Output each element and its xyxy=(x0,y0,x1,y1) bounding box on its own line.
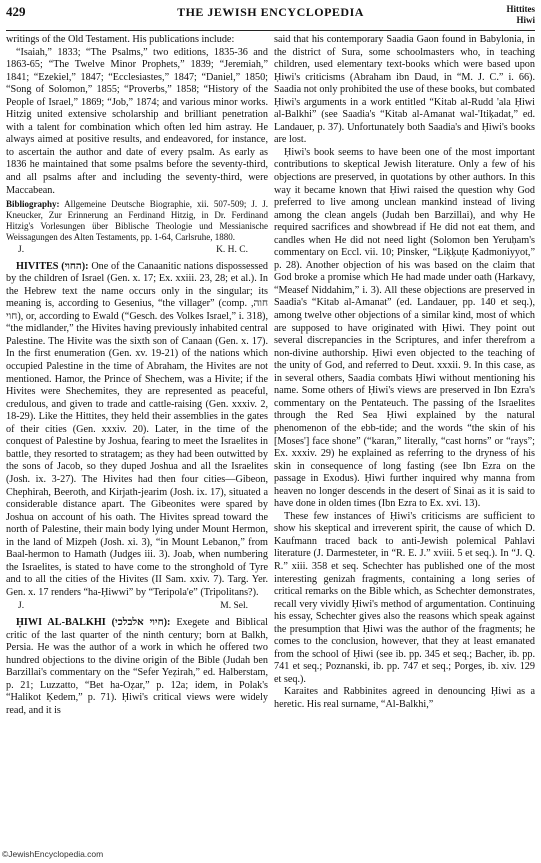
paragraph: These few instances of Ḥiwi's criticisms are sufficient to show his skeptical and irreverent spirit, the cause of which D. Kaufmann traced back to anti-Jewish polemical Pahlavi literature (J. Darmesteter, in “R. E. J.” xviii. 5 et seq.). In “J. Q. R.” xiii. 358 et seq. Schechter has published one of the most interesting genizah fragments, containing a long series of critical remarks on the Bible which, as Schechter demonstrates, recall very vividly Ḥiwi's method of argumentation. Continuing his essay, Schechter gives also the reasons which speak against the presumption that Ḥiwi was the author of the fragments; he comes to the conclusion, however, that they at least emanated from the school of Ḥiwi (see ib. pp. 345 et seq.; Bacher, ib. pp. 741 et seq.; Poznanski, ib. pp. 747 et seq.; Porges, ib. xiv. 129 et seq.). xyxy=(274,510,535,685)
bibliography-label: Bibliography: xyxy=(6,199,60,210)
head-word-last: Hiwi xyxy=(516,15,535,25)
entry-text: Exegete and Biblical critic of the last quarter of the ninth century; born at Balkh, Persia. He was the author of a work in which he offered two hundred objections to the divine origin of the Bible (Judah ben Barzillai's commentary on the “Sefer Yeẓirah,” ed. Halberstam, p. 21; Luzzatto, “Bet ha-Oẓar,” p. 12a; idem, in Polak's “Halikot Ḳedem,” p. 71). Ḥiwi's critical views were widely read, and it is xyxy=(6,616,268,716)
bibliography-text: Allgemeine Deutsche Biographie, xii. 507-509; J. J. Kneucker, Zur Erinnerung an Ferdinand Hitzig, in Dr. Ferdinand Hitzig's Vorlesungen über Biblische Theologie und Messianische Weissagungen des Alten Testaments, pp. 1-64, Carlsruhe, 1880. xyxy=(6,199,268,243)
page-number: 429 xyxy=(6,4,26,19)
entry-hivites xyxy=(6,261,268,600)
author-signature xyxy=(6,244,268,257)
paragraph: writings of the Old Testament. His publications include: xyxy=(6,34,235,45)
head-word-first: Hittites xyxy=(506,4,535,14)
signature-initial: J. xyxy=(18,601,25,612)
paragraph: Karaites and Rabbinites agreed in denouncing Ḥiwi as a heretic. His real surname, “Al-Balkhi,” xyxy=(274,686,535,710)
signature-author: M. Sel. xyxy=(220,601,248,612)
bibliography xyxy=(6,199,268,243)
left-column xyxy=(6,34,268,717)
author-signature xyxy=(6,600,268,613)
page-header xyxy=(6,4,535,31)
entry-hiwi-al-balkhi xyxy=(6,617,268,717)
signature-author: K. H. C. xyxy=(216,245,248,256)
entry-heading: ḤIWI AL-BALKHI (חיוי אלבלכי): xyxy=(16,616,171,628)
paragraph: said that his contemporary Saadia Gaon found in Babylonia, in the district of Sura, some schoolmasters who, in teaching children, used elementary text-books which were based upon Ḥiwi's criticisms (Abraham ibn Daud, in “M. J. C.” i. 66). Saadia not only prohibited the use of these books, but combated Ḥiwi's arguments in a work entitled “Kitab al-Rudd 'ala Ḥiwi al-Balkhi” (see Saadia's “Kitab al-Amanat wal-'Itiḳadat,” ed. Landauer, p. 37). Unfortunately both Saadia's and Ḥiwi's books are lost. xyxy=(274,34,535,146)
head-words xyxy=(507,4,536,26)
signature-initial: J. xyxy=(18,245,25,256)
paragraph: “Isaiah,” 1833; “The Psalms,” two editions, 1835-36 and 1863-65; “The Twelve Minor Prophets,” 1839; “Jeremiah,” 1841; “Ezekiel,” 1847; “Ecclesiastes,” 1847; “Daniel,” 1850; “Song of Solomon,” 1855; “Proverbs,” 1858; “History of the People of Israel,” 1869; “Job,” 1874; and various minor works. Hitzig united extensive scholarship and brilliant penetration with a talent for combination which often led him astray. He always aimed at positive results, and endeavored, for instance, to ascertain the author and date of every psalm. As early as 1836 he maintained that some psalms before the seventy-third, and all psalms after and including the seventy-third, were Maccabean. xyxy=(6,46,268,196)
entry-text: One of the Canaanitic nations dispossessed by the children of Israel (Gen. x. 17; Ex. xxiii. 23, 28; et al.). In the Hebrew text the name occurs only in the singular; its meaning is, according to Gesenius, “the villager” (comp. חוה, חוי), or, according to Ewald (“Gesch. des Volkes Israel,” i. 318), “the midlander,” the Hivites having previously inhabited central Palestine. The Hivite was the sixth son of Canaan (Gen. x. 17). In the first enumeration (Gen. xv. 19-21) of the nations which occupied Palestine in the time of Abraham, the Hivites are not mentioned. Hamor, the Prince of Shechem, was a Hivite; if the Hivites were Shechemites, they are represented as peaceful, credulous, and given to trade and cattle-raising (Gen. xxxiv. 2, 18-29). Like the Hittites, they held their assemblies in the gates of their cities (Gen. xxxiv. 20). Later, in the time of the conquest of Palestine by Joshua, fearing to meet the Israelites in battle, they resorted to stratagem; as they had been outwitted by the sons of Jacob, so they duped Joshua and all the Israelites (Josh. ix. 3-27). The Hivites had then four cities—Gibeon, Chephirah, Beeroth, and Kirjath-jearim (Josh. ix. 17), situated a considerable distance apart. The Gibeonites were spared by Joshua on account of his oath. The Hivites spread toward the north of Palestine, their main body lying under Mount Hermon, in the land of Mizpeh (Josh. xi. 3), “in Mount Lebanon,” from Baal-hermon to Hamath (Judges iii. 3). Joab, when numbering the Israelites, is stated to have come to the stronghold of Tyre and to all the cities of the Hivites (II Sam. xxiv. 7). Targ. Yer. Gen. x. 17 renders “ha-Ḥiwwi” by “Teripola'e” (Tripolitans?). xyxy=(6,260,269,598)
entry-heading: HIVITES (החוי): xyxy=(16,260,89,272)
right-column xyxy=(274,34,535,712)
running-title: THE JEWISH ENCYCLOPEDIA xyxy=(177,5,364,19)
watermark-credit: ©JewishEncyclopedia.com xyxy=(2,849,104,859)
paragraph: Ḥiwi's book seems to have been one of the most important contributions to skeptical Jewish literature. Only a few of his objections are preserved, in quotations by other authors. In this way it became known that Ḥiwi raised the question why God preferred to live among unclean mankind instead of living among the clean angels (Judah ben Barzillai), and why He required sacrifices and showbread if He did not eat them, and candles when He did not need light (Solomon ben Yeruḥam's commentary on Eccl. vii. 10; Pinsker, “Liḳḳuṭe Ḳadmoniyyot,” p. 28). Another objection of his was based on the claim that God broke a promise which He had made under oath (Harkavy, “Measef Niddahim,” i. 3). All these objections are preserved in Saadia's “Kitab al-Amanat” (ed. Landauer, pp. 140 et seq.), among twelve other objections of a similar kind, most of which are supposed to have originated with Ḥiwi. They point out several discrepancies in the Scriptures, and infer therefrom a non-divine authorship. Ḥiwi even objected to the teaching of the unity of God, and referred to Deut. xxxii. 9. In this case, as in several others, Saadia combats Ḥiwi without mentioning his name. Some others of Ḥiwi's views are preserved in Ibn Ezra's commentary on the Pentateuch. The passing of the Israelites through the Red Sea Ḥiwi explained by the natural phenomenon of the ebb-tide; and the words “the skin of his [Moses'] face shone” (“karan,” literally, “cast horns” or “rays”; Ex. xxxiv. 29) he explained as referring to the dryness of his skin in consequence of long fasting (see Ibn Ezra on the passage in Exodus). Ḥiwi further inquired why manna from heaven no longer descends in the desert of Sinai as it is said to have done in olden times (Ibn Ezra to Ex. xvi. 13). xyxy=(274,146,535,510)
